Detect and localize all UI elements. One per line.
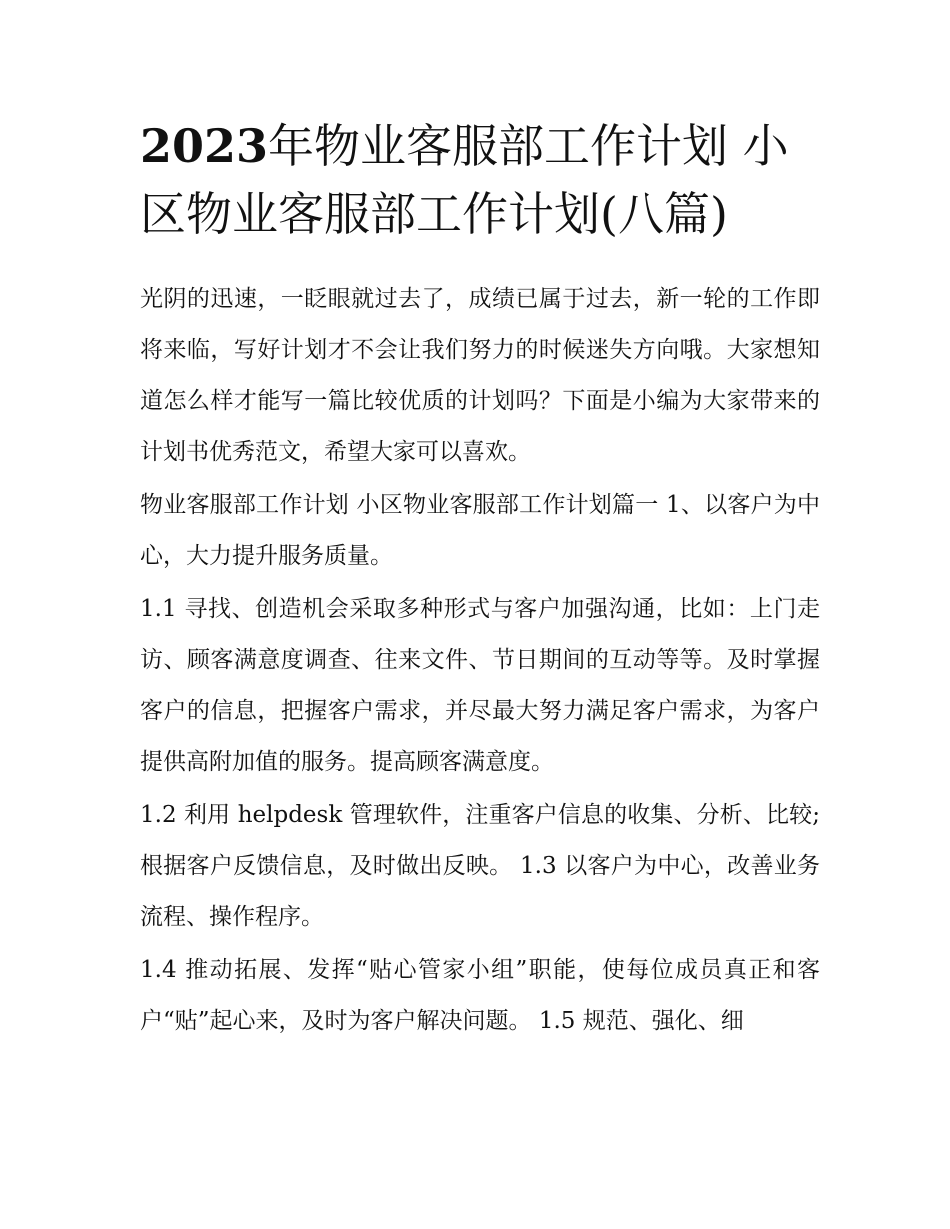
paragraph-item-1-1: 1.1 寻找、创造机会采取多种形式与客户加强沟通，比如：上门走访、顾客满意度调查、往来文件、节日期间的互动等等。及时掌握客户的信息，把握客户需求，并尽最大努力满足客户需求，为客户提供高附加值的服务。提高顾客满意度。 <box>140 596 820 775</box>
paragraph-section-1: 物业客服部工作计划 小区物业客服部工作计划篇一 1、以客户为中心，大力提升服务质量。 <box>140 492 820 569</box>
title-text: 年物业客服部工作计划 小区物业客服部工作计划(八篇) <box>140 119 789 241</box>
document-page <box>140 112 820 1049</box>
paragraph-intro: 光阴的迅速，一眨眼就过去了，成绩已属于过去，新一轮的工作即将来临，写好计划才不会让我们努力的时候迷失方向哦。大家想知道怎么样才能写一篇比较优质的计划吗？下面是小编为大家带来的计划书优秀范文，希望大家可以喜欢。 <box>140 286 820 465</box>
document-title <box>140 112 820 248</box>
title-year: 2023 <box>140 119 269 173</box>
paragraph-item-1-2: 1.2 利用 helpdesk 管理软件，注重客户信息的收集、分析、比较;根据客户反馈信息，及时做出反映。 1.3 以客户为中心，改善业务流程、操作程序。 <box>140 802 820 930</box>
paragraph-item-1-4: 1.4 推动拓展、发挥“贴心管家小组”职能，使每位成员真正和客户“贴”起心来，及时为客户解决问题。 1.5 规范、强化、细 <box>140 957 820 1034</box>
